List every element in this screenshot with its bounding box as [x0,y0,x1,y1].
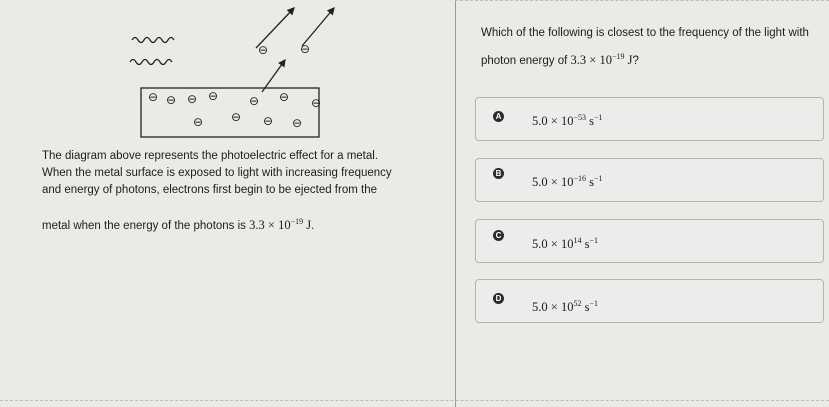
energy-mantissa: 3.3 [249,218,265,233]
question-line-text: photon energy of [481,55,568,68]
times-sign: × [550,300,558,315]
energy-mantissa: 3.3 [570,53,587,68]
question-energy-value [571,53,633,67]
times-sign: × [550,175,558,190]
photoelectric-diagram [0,0,455,145]
electron-icon: ⊖ [291,116,303,130]
bottom-dashed-border [0,400,829,401]
incoming-light-waves [130,38,174,65]
choice-value [532,174,602,190]
electron-icon: ⊖ [310,96,322,110]
stimulus-line [42,213,447,235]
choice-unit: s [584,300,590,315]
vertical-divider [455,0,456,407]
choice-unit: s [589,175,594,190]
energy-exponent: −19 [290,217,304,226]
metal-electrons [148,89,321,130]
choice-unit-exponent: −1 [593,113,603,122]
electron-icon: ⊖ [248,94,260,108]
choice-unit: s [584,237,590,252]
choice-letter-badge: C [493,230,504,241]
choice-unit: s [589,114,594,129]
energy-unit: J [306,218,312,233]
electron-icon: ⊖ [230,110,242,124]
choice-value [532,299,598,315]
light-wave-upper [132,38,174,43]
times-sign: × [589,53,597,68]
energy-unit: J [627,53,633,68]
top-dashed-border [455,0,829,1]
energy-value [249,218,311,232]
choice-unit-exponent: −1 [589,236,598,245]
choice-mantissa: 5.0 [532,237,548,252]
ejected-electrons [258,42,310,57]
stimulus-text [42,148,447,235]
electron-icon: ⊖ [299,42,311,56]
choice-unit-exponent: −1 [589,299,598,308]
choice-exponent: −53 [573,113,586,122]
electron-icon: ⊖ [186,92,198,106]
stimulus-line: The diagram above represents the photoelectric effect for a metal. [42,150,379,162]
energy-base: 10 [278,218,291,233]
choice-mantissa: 5.0 [532,175,548,190]
light-wave-lower [130,60,172,65]
choice-base: 10 [560,300,574,315]
electron-icon: ⊖ [257,43,269,57]
stimulus-line: and energy of photons, electrons first begin to be ejected from the [42,184,377,196]
choice-letter-badge: B [493,168,504,179]
question-mark: ? [632,55,639,68]
choice-base: 10 [560,237,574,252]
ejected-electron-arrow [302,8,334,46]
choice-exponent: −16 [573,174,586,183]
stimulus-line-text: metal when the energy of the photons is [42,220,246,233]
choice-value [532,236,598,252]
stimulus-line: When the metal surface is exposed to light with increasing frequency [42,167,392,179]
choice-exponent: 14 [573,236,582,245]
electron-icon: ⊖ [278,90,290,104]
electron-icon: ⊖ [192,115,204,129]
electron-icon: ⊖ [262,114,274,128]
choice-c[interactable] [475,219,824,263]
choice-a[interactable] [475,97,824,141]
choice-b[interactable] [475,158,824,202]
energy-exponent: −19 [611,52,625,61]
choice-letter-badge: D [493,293,504,304]
choice-base: 10 [560,175,574,190]
ejected-electron-arrow [262,60,285,92]
question-line: Which of the following is closest to the frequency of the light with [481,27,809,39]
times-sign: × [550,237,558,252]
choice-letter-badge: A [493,111,504,122]
choice-base: 10 [560,114,574,129]
electron-icon: ⊖ [165,93,177,107]
choice-mantissa: 5.0 [532,300,548,315]
ejected-electron-arrow [256,8,294,48]
choice-value [532,113,602,129]
energy-base: 10 [599,53,612,68]
choice-d[interactable] [475,279,824,323]
choice-unit-exponent: −1 [593,174,603,183]
choice-exponent: 52 [573,299,582,308]
times-sign: × [550,114,558,129]
electron-icon: ⊖ [207,89,219,103]
electron-icon: ⊖ [147,90,159,104]
choice-mantissa: 5.0 [532,114,548,129]
question-text [481,21,821,73]
times-sign: × [267,218,275,233]
period: . [311,220,315,233]
